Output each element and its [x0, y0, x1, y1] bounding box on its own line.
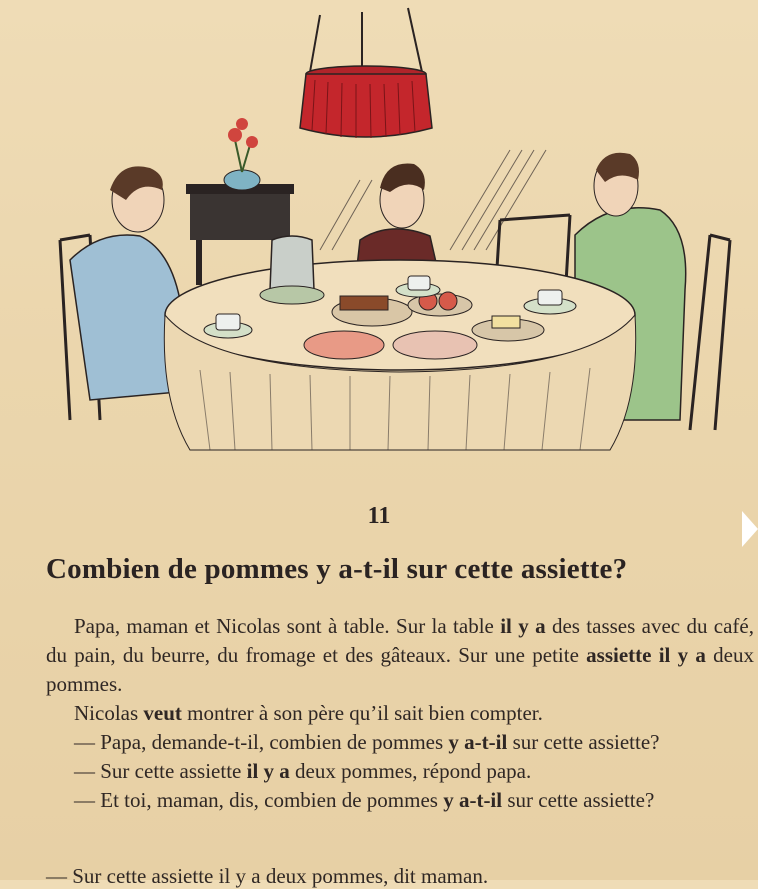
lesson-body: [46, 612, 754, 815]
lesson-title: Combien de pommes y a-t-il sur cette assiette?: [46, 553, 628, 585]
next-page-arrow-icon[interactable]: [742, 511, 758, 547]
cut-off-line: — Sur cette assiette il y a deux pommes, dit maman.: [46, 864, 489, 888]
text-run: montrer à son père qu’il sait bien compter.: [181, 701, 543, 725]
text-run: — Sur cette assiette: [74, 759, 247, 783]
text-run: — Papa, demande-t-il, combien de pommes: [74, 730, 449, 754]
text-run: sur cette assiette?: [502, 788, 655, 812]
text-run: deux pommes.: [46, 643, 754, 696]
paragraph: [46, 699, 754, 728]
text-run-bold: y a-t-il: [448, 730, 508, 754]
text-run: sur cette assiette?: [507, 730, 660, 754]
paragraph: [46, 612, 754, 699]
text-run: deux pommes, répond papa.: [289, 759, 532, 783]
text-run: Nicolas: [74, 701, 144, 725]
paragraph: [46, 757, 754, 786]
background-hatching: [320, 150, 546, 250]
text-run-bold: assiette il y a: [586, 643, 706, 667]
text-run-bold: veut: [143, 701, 182, 725]
family-table-illustration: [30, 0, 740, 480]
text-run: — Et toi, maman, dis, combien de pommes: [74, 788, 444, 812]
hanging-lamp: [300, 8, 432, 138]
text-run: Papa, maman et Nicolas sont à table. Sur la table: [74, 614, 501, 638]
text-run-bold: y a-t-il: [443, 788, 503, 812]
paragraph: [46, 728, 754, 757]
text-run-bold: il y a: [500, 614, 546, 638]
paragraph: [46, 786, 754, 815]
page-number: 11: [367, 503, 391, 529]
text-run-bold: il y a: [246, 759, 290, 783]
text-run: des tasses avec du café, du pain, du beurre, du fromage et des gâteaux. Sur une petite: [46, 614, 754, 667]
